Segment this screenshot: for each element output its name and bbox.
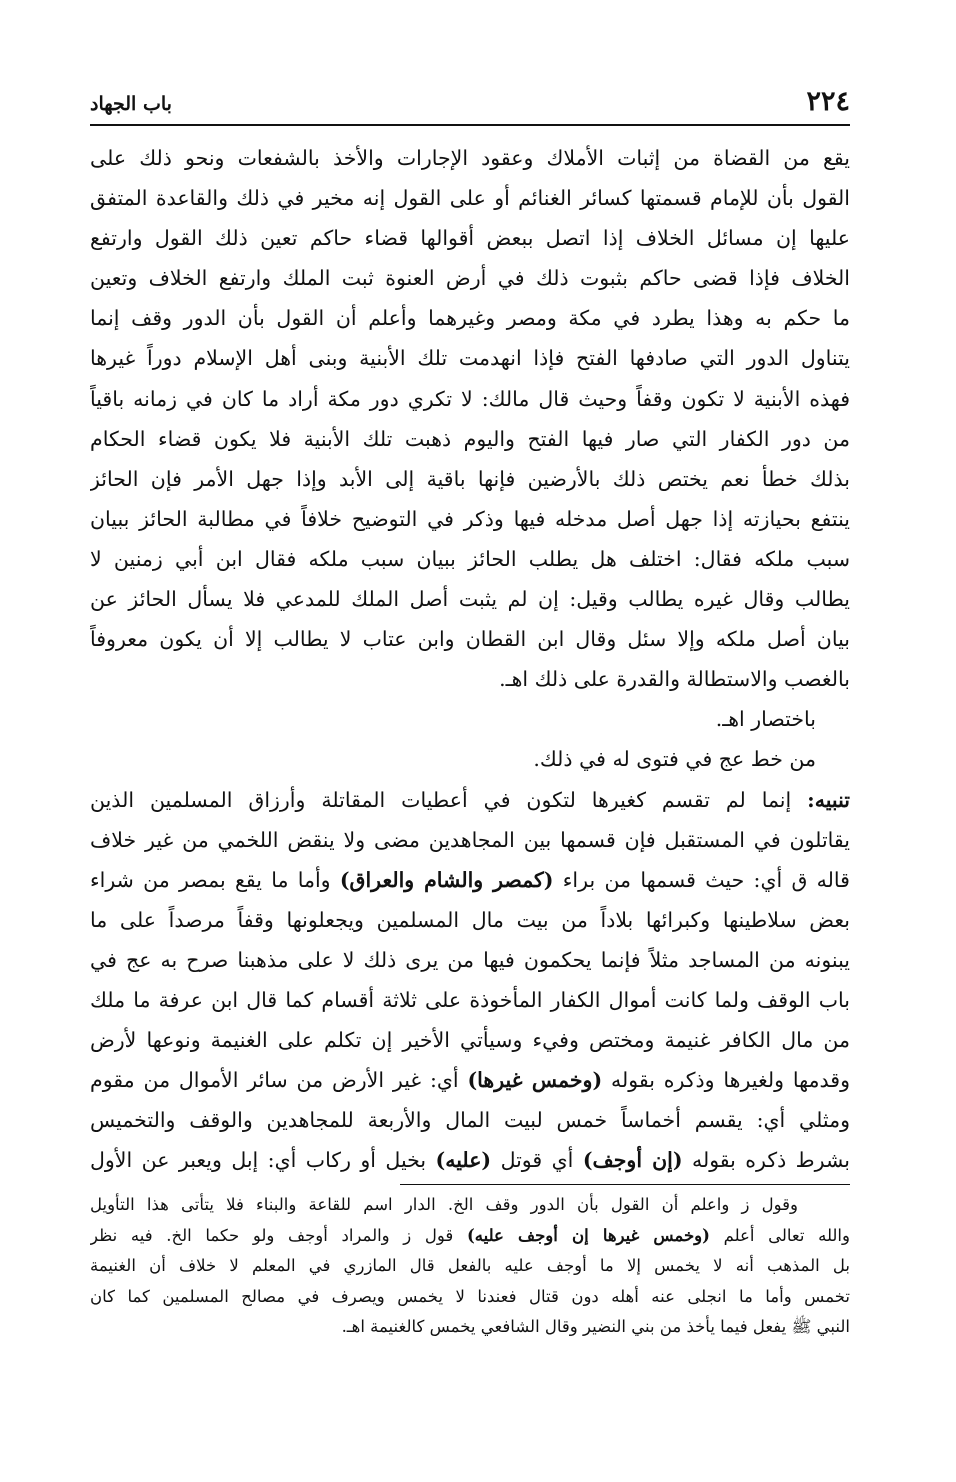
text-line: [90, 1060, 850, 1100]
text-fragment: بشرط ذكره بقوله: [691, 1148, 850, 1173]
text-line: يقع من القضاة من إثبات الأملاك وعقود الإجارات والأخذ بالشفعات ونحو ذلك على: [90, 146, 850, 170]
text-line: [90, 699, 850, 739]
text-line: من مال الكافر غنيمة ومختص وفيء وسيأتي الأخير إن تكلم على الغنيمة ونوعها لأرض: [90, 1028, 850, 1053]
footnote-separator: [400, 1184, 850, 1185]
text-line: ومثلي أي: يقسم أخماساً خمس لبيت المال والأربعة للمجاهدين والوقف والتخميس: [90, 1108, 850, 1133]
text-line: بذلك خطأ نعم يختص ذلك بالأرضين فإنها باقية إلى الأبد وإذا جهل الأمر فإن الحائز: [90, 466, 850, 491]
text-line: [90, 1140, 850, 1180]
tanbih-line: [90, 780, 850, 820]
bold-quote: (كمصر والشام والعراق): [339, 867, 554, 892]
text-fragment: قول ز والمراد أوجف ولو حكما الخ. فيه نظر: [90, 1225, 454, 1245]
text-line: يبنونه من المساجد مثلاً فإنما يحكمون فيها من يرى ذلك لا على مذهبنا صرح به عج في: [90, 947, 850, 972]
chapter-title: باب الجهاد: [90, 93, 172, 115]
text-line: يطالب وقال غيره يطالب وقيل: إن لم يثبت أصل الملك للمدعي فلا يسأل الحائز عن: [90, 587, 850, 612]
text-fragment: باختصار اهـ.: [715, 707, 816, 732]
text-fragment: إنما لم تقسم كغيرها لتكون في أعطيات المقاتلة وأرزاق المسلمين الذين: [90, 787, 792, 812]
footnotes: [90, 1190, 850, 1343]
text-fragment: أي: غير الأرض من سائر الأموال من مقوم: [90, 1068, 459, 1093]
footnote-line: وقول ز واعلم أن القول بأن الدور وقف الخ. الدار اسم للقاعة والبناء فلا يتأتى هذا التأويل: [90, 1195, 798, 1214]
text-fragment: من خط عج في فتوى له في ذلك.: [533, 747, 816, 772]
footnote-line: النبي ﷺ يفعل فيما يأخذ من بني النضير وقال الشافعي يخمس كالغنيمة اهـ.: [341, 1317, 850, 1337]
bold-quote: (وخمس غيرها إن أوجف عليه): [466, 1225, 710, 1245]
footnote-line: بل المذهب أنه لا يخمس إلا ما أوجف عليه بالفعل قال المازري في المعلم لا خلاف أن الغنيمة: [90, 1256, 850, 1276]
text-line: من دور الكفار التي صار فيها الفتح واليوم ذهبت تلك الأبنية فلا يكون قضاء الحكام: [90, 426, 850, 451]
text-line: يقاتلون في المستقبل فإن قسمها بين المجاهدين مضى ولا ينقض اللخمي من غير خلاف: [90, 827, 850, 852]
text-line: باب الوقف ولما كانت أموال الكفار المأخوذة على ثلاثة أقسام كما قال ابن عرفة ما ملك: [90, 987, 850, 1012]
tanbih-label: تنبيه:: [807, 787, 850, 812]
text-line: [90, 860, 850, 900]
text-line: الخلاف فإذا قضى حاكم بثبوت ذلك في أرض العنوة ثبت الملك وارتفع الخلاف وتعين: [90, 266, 850, 291]
text-fragment: وأما ما يقع بمصر من شراء: [90, 867, 331, 892]
footnote-line: [90, 1221, 850, 1252]
text-line: القول بأن للإمام قسمتها كسائر الغنائم أو على القول إنه مخير في ذلك والقاعدة المتفق: [90, 186, 850, 211]
main-text: [90, 138, 850, 1180]
footnote-line: تخمس وأما ما انجلى عنه أهله دون قتال فعندنا لا يخمس ويصرف في مصالح المسلمين كما كان: [90, 1286, 850, 1306]
text-fragment: أي قوتل: [500, 1148, 574, 1173]
text-fragment: قاله ق أي: حيث قسمها من براء: [562, 867, 850, 892]
text-line: بعض سلاطينها وكبرائها بلاداً من بيت مال المسلمين ويجعلونها وقفاً مرصداً على ما: [90, 907, 850, 932]
bold-quote: (إن أوجف): [582, 1148, 683, 1173]
text-fragment: وقدمها ولغيرها وذكره بقوله: [611, 1068, 850, 1093]
text-line: بالغصب والاستطالة والقدرة على ذلك اهـ.: [499, 667, 850, 692]
text-fragment: والله تعالى أعلم: [723, 1225, 850, 1245]
bold-quote: (عليه): [435, 1148, 492, 1173]
page-number: ٢٢٤: [806, 86, 850, 117]
bold-quote: (وخمس غيرها): [467, 1068, 603, 1093]
page-header: [90, 84, 850, 126]
text-line: [90, 739, 850, 779]
text-line: سبب ملكه فقال: اختلف هل يطلب الحائز ببيان سبب ملكه فقال ابن أبي زمنين لا: [90, 546, 850, 571]
text-line: ينتفع بحيازته إذا جهل أصل مدخله فيها وذكر في التوضيح خلافاً في مطالبة الحائز ببيان: [90, 506, 850, 531]
text-line: عليها إن مسائل الخلاف إذا اتصل ببعض أقوالها قضاء حاكم تعين ذلك القول وارتفع: [90, 226, 850, 251]
text-line: يتناول الدور التي صادفها الفتح فإذا انهدمت تلك الأبنية وبنى أهل الإسلام دوراً غيرها: [90, 346, 850, 371]
text-line: بيان أصل ملكه وإلا سئل وقال ابن القطان وابن عتاب لا يطالب إلا أن يكون معروفاً: [90, 627, 850, 652]
text-line: فهذه الأبنية لا تكون وقفاً وحيث قال مالك: لا تكري دور مكة أراد ما كان في زمانه باقياً: [90, 386, 850, 411]
text-fragment: بخيل أو ركاب أي: إبل ويعبر عن الأول: [90, 1148, 427, 1173]
text-line: ما حكم به وهذا يطرد في مكة ومصر وغيرهما وأعلم أن القول بأن الدور وقف إنما: [90, 306, 850, 331]
